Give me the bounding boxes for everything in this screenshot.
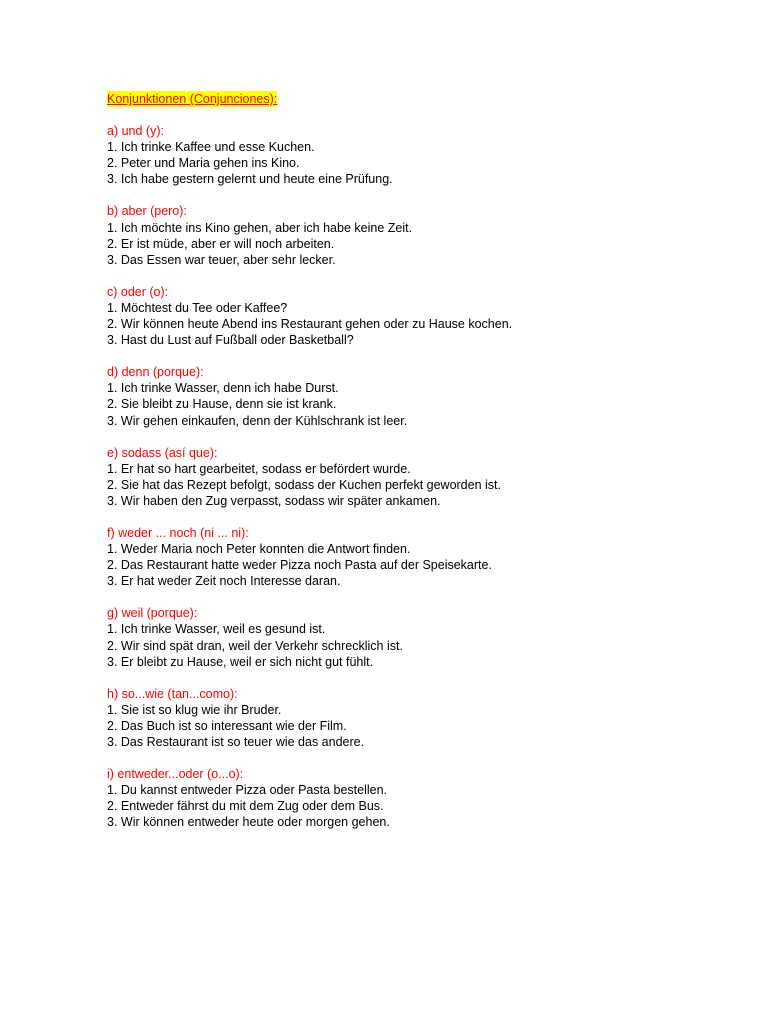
section-heading: i) entweder...oder (o...o):: [107, 767, 244, 782]
section-heading: h) so...wie (tan...como):: [107, 686, 238, 701]
example-sentence: 3. Wir gehen einkaufen, denn der Kühlschrank ist leer.: [107, 413, 408, 428]
conjunction-section: [107, 284, 707, 348]
section-heading: e) sodass (así que):: [107, 445, 218, 460]
conjunction-section: [107, 686, 707, 750]
conjunction-section: [107, 203, 707, 267]
conjunction-section: [107, 525, 707, 589]
example-sentence: 3. Wir können entweder heute oder morgen gehen.: [107, 815, 390, 830]
example-sentence: 1. Er hat so hart gearbeitet, sodass er befördert wurde.: [107, 461, 411, 476]
example-sentence: 2. Entweder fährst du mit dem Zug oder dem Bus.: [107, 799, 384, 814]
example-sentence: 3. Ich habe gestern gelernt und heute eine Prüfung.: [107, 172, 393, 187]
section-heading: b) aber (pero):: [107, 204, 187, 219]
example-sentence: 3. Wir haben den Zug verpasst, sodass wir später ankamen.: [107, 493, 441, 508]
example-sentence: 2. Sie hat das Rezept befolgt, sodass der Kuchen perfekt geworden ist.: [107, 477, 501, 492]
conjunction-section: [107, 445, 707, 509]
example-sentence: 2. Das Buch ist so interessant wie der Film.: [107, 718, 347, 733]
example-sentence: 1. Ich möchte ins Kino gehen, aber ich habe keine Zeit.: [107, 220, 413, 235]
example-sentence: 3. Hast du Lust auf Fußball oder Basketball?: [107, 333, 354, 348]
example-sentence: 3. Das Restaurant ist so teuer wie das andere.: [107, 735, 365, 749]
example-sentence: 3. Das Essen war teuer, aber sehr lecker.: [107, 252, 336, 267]
conjunction-section: [107, 123, 707, 187]
section-heading: g) weil (porque):: [107, 606, 198, 621]
example-sentence: 1. Sie ist so klug wie ihr Bruder.: [107, 702, 282, 717]
document-content: [107, 91, 707, 846]
example-sentence: 2. Sie bleibt zu Hause, denn sie ist krank.: [107, 397, 337, 412]
example-sentence: 2. Wir sind spät dran, weil der Verkehr schrecklich ist.: [107, 638, 403, 653]
example-sentence: 2. Peter und Maria gehen ins Kino.: [107, 156, 300, 171]
example-sentence: 3. Er bleibt zu Hause, weil er sich nicht gut fühlt.: [107, 654, 374, 669]
conjunction-section: [107, 364, 707, 428]
example-sentence: 1. Ich trinke Wasser, denn ich habe Durst.: [107, 381, 339, 396]
section-heading: d) denn (porque):: [107, 365, 204, 380]
example-sentence: 2. Er ist müde, aber er will noch arbeiten.: [107, 236, 335, 251]
example-sentence: 2. Wir können heute Abend ins Restaurant gehen oder zu Hause kochen.: [107, 317, 513, 332]
example-sentence: 3. Er hat weder Zeit noch Interesse daran.: [107, 574, 341, 589]
conjunction-section: [107, 766, 707, 830]
example-sentence: 2. Das Restaurant hatte weder Pizza noch Pasta auf der Speisekarte.: [107, 558, 492, 573]
example-sentence: 1. Möchtest du Tee oder Kaffee?: [107, 300, 288, 315]
example-sentence: 1. Du kannst entweder Pizza oder Pasta bestellen.: [107, 783, 388, 798]
example-sentence: 1. Ich trinke Wasser, weil es gesund ist.: [107, 622, 326, 637]
example-sentence: 1. Weder Maria noch Peter konnten die Antwort finden.: [107, 542, 411, 557]
section-heading: f) weder ... noch (ni ... ni):: [107, 525, 249, 540]
page-title: Konjunktionen (Conjunciones):: [107, 92, 278, 106]
sections-list: [107, 123, 707, 830]
section-heading: c) oder (o):: [107, 284, 169, 299]
section-heading: a) und (y):: [107, 124, 164, 139]
example-sentence: 1. Ich trinke Kaffee und esse Kuchen.: [107, 140, 315, 155]
conjunction-section: [107, 605, 707, 669]
